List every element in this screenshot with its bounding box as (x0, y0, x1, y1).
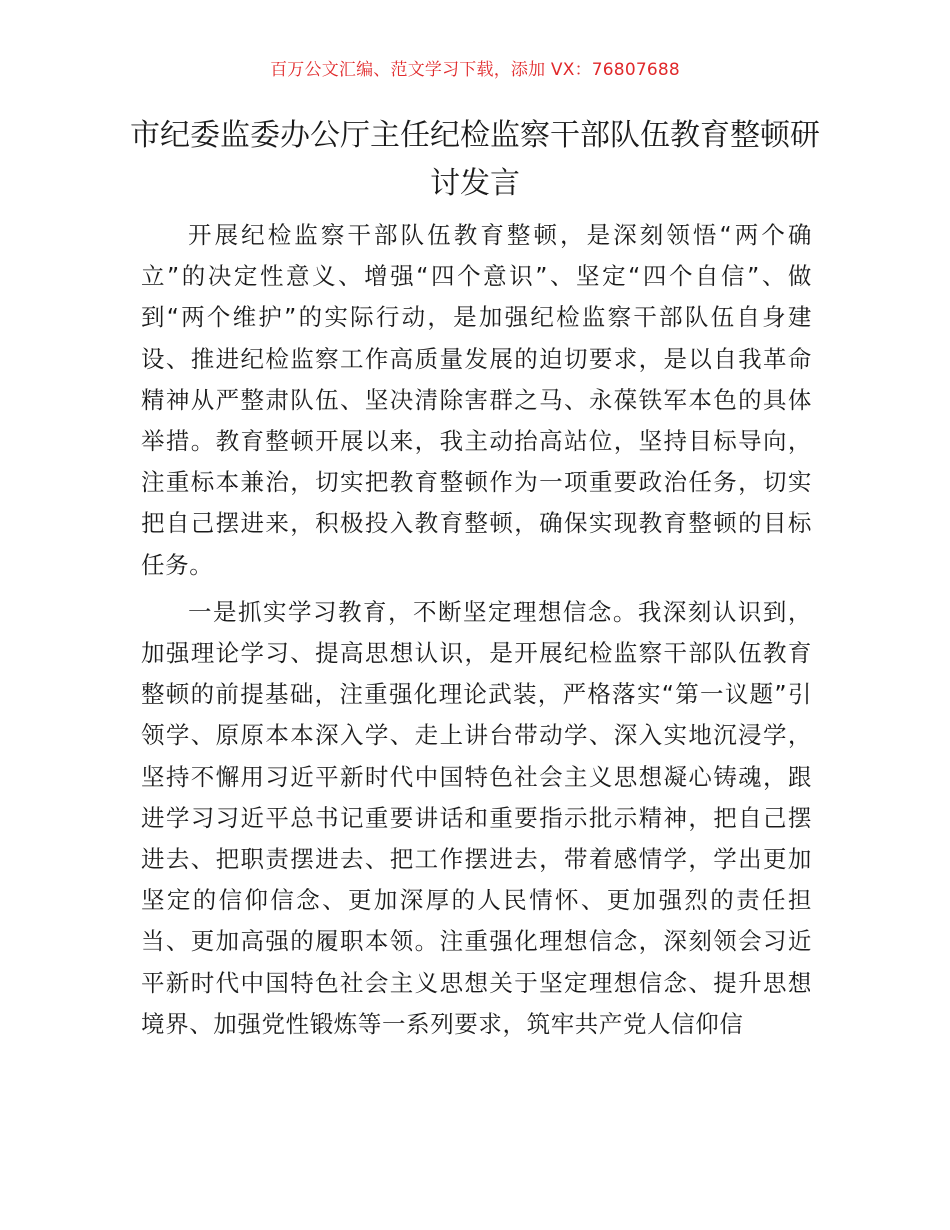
document-body (141, 215, 812, 1051)
document-title: 市纪委监委办公厅主任纪检监察干部队伍教育整顿研讨发言 (130, 118, 820, 201)
paragraph: 开展纪检监察干部队伍教育整顿，是深刻领悟“两个确立”的决定性意义、增强“四个意识”、坚定“四个自信”、做到“两个维护”的实际行动，是加强纪检监察干部队伍自身建设、推进纪检监察工作高质量发展的迫切要求，是以自我革命精神从严整肃队伍、坚决清除害群之马、永葆铁军本色的具体举措。教育整顿开展以来，我主动抬高站位，坚持目标导向，注重标本兼治，切实把教育整顿作为一项重要政治任务，切实把自己摆进来，积极投入教育整顿，确保实现教育整顿的目标任务。 (141, 221, 812, 579)
header-note: 百万公文汇编、范文学习下载，添加 VX：76807688 (270, 60, 680, 80)
paragraph: 一是抓实学习教育，不断坚定理想信念。我深刻认识到，加强理论学习、提高思想认识，是开展纪检监察干部队伍教育整顿的前提基础，注重强化理论武装，严格落实“第一议题”引领学、原原本本深入学、走上讲台带动学、深入实地沉浸学，坚持不懈用习近平新时代中国特色社会主义思想凝心铸魂，跟进学习习近平总书记重要讲话和重要指示批示精神，把自己摆进去、把职责摆进去、把工作摆进去，带着感情学，学出更加坚定的信仰信念、更加深厚的人民情怀、更加强烈的责任担当、更加高强的履职本领。注重强化理想信念，深刻领会习近平新时代中国特色社会主义思想关于坚定理想信念、提升思想境界、加强党性锻炼等一系列要求，筑牢共产党人信仰信 (141, 597, 812, 1038)
